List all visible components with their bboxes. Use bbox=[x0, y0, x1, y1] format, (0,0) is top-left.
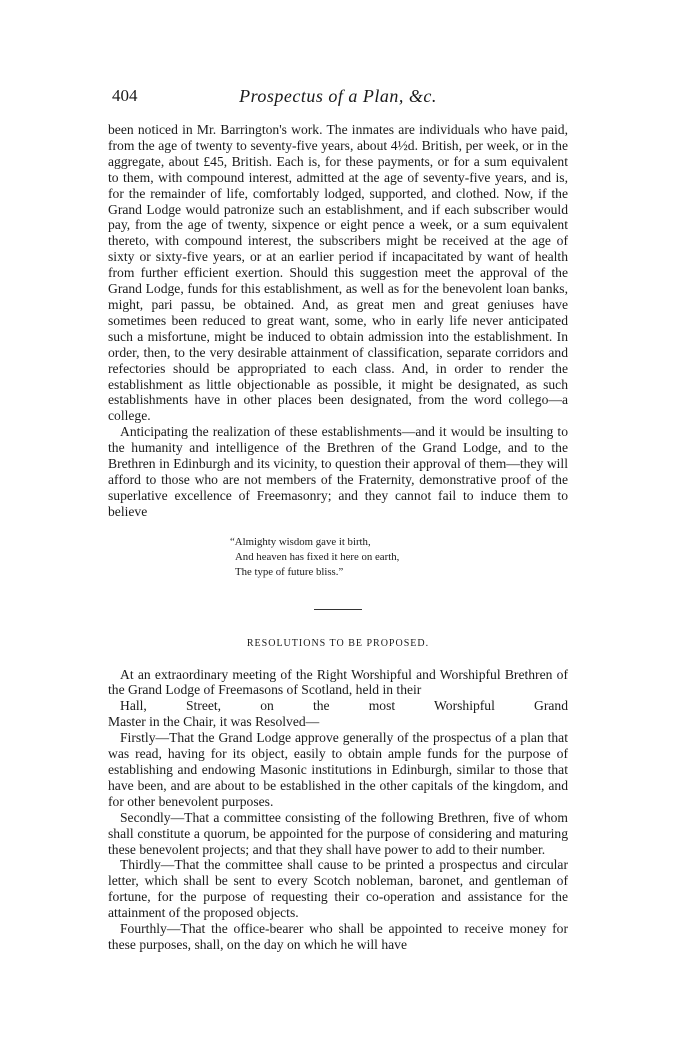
resolution-firstly: Firstly—That the Grand Lodge approve generally of the prospectus of a plan that was read, having for its object, easily to obtain ample funds for the purpose of establishing and endowing Masonic institutions in Edinburgh, similar to those that have been, and are about to be established in the other capitals of the kingdom, and for other benevolent purposes. bbox=[108, 730, 568, 809]
section-heading: RESOLUTIONS TO BE PROPOSED. bbox=[246, 637, 430, 649]
resolution-thirdly: Thirdly—That the committee shall cause to be printed a prospectus and circular letter, which shall be sent to every Scotch nobleman, baronet, and gentleman of fortune, for the purpose of requesting their co-operation and assistance for the attainment of the proposed objects. bbox=[108, 857, 568, 921]
page-body bbox=[108, 122, 568, 953]
page-header bbox=[108, 86, 568, 112]
resolution-intro-blanks-line bbox=[108, 698, 568, 714]
poem-quote bbox=[108, 535, 568, 580]
running-title: Prospectus of a Plan, &c. bbox=[239, 86, 437, 106]
most-worshipful-text: the most Worshipful Grand bbox=[312, 698, 568, 714]
hall-label: Hall, bbox=[120, 698, 147, 714]
page-number: 404 bbox=[112, 86, 138, 105]
resolution-intro-ending: Master in the Chair, it was Resolved— bbox=[108, 714, 320, 730]
poem-line: The type of future bliss.” bbox=[235, 565, 344, 578]
paragraph-almshouse: been noticed in Mr. Barrington's work. The inmates are individuals who have paid, from the age of twenty to seventy-five years, about 4½d. British, per week, or in the aggregate, about £45, British. Each is, for these payments, or for a sum equivalent to them, with compound interest, admitted at the age of seventy-five years, and is, for the remainder of life, comfortably lodged, supported, and clothed. Now, if the Grand Lodge would patronize such an establishment, and if each subscriber would pay, from the age of twenty, sixpence or eight pence a week, or a sum equivalent thereto, with compound interest, the subscribers might be received at the age of sixty or sixty-five years, or at an earlier period if incapacitated by want of health from further efficient exertion. Should this suggestion meet the approval of the Grand Lodge, funds for this establishment, as well as for the benevolent loan banks, might, pari passu, be obtained. And, as great men and great geniuses have sometimes been reduced to great want, some, who in early life never anticipated such a misfortune, might be induced to obtain admission into the establishment. In order, then, to the very desirable attainment of classification, separate corridors and refectories should be appropriated to each class. And, in order to render the establishment as little objectionable as possible, it might be designated, as such establishments have in other places been designated, from the word collego—a college. bbox=[108, 122, 568, 424]
poem-line: And heaven has fixed it here on earth, bbox=[235, 550, 400, 563]
street-label: Street, on bbox=[185, 698, 274, 714]
paragraph-resolution-intro bbox=[108, 667, 568, 731]
resolution-secondly: Secondly—That a committee consisting of the following Brethren, five of whom shall constitute a quorum, be appointed for the purpose of considering and maturing these benevolent projects; and that they shall have power to add to their number. bbox=[108, 809, 568, 857]
resolution-fourthly: Fourthly—That the office-bearer who shall be appointed to receive money for these purposes, shall, on the day on which he will have bbox=[108, 921, 568, 952]
section-divider bbox=[314, 609, 362, 610]
paragraph-anticipating: Anticipating the realization of these establishments—and it would be insulting to the humanity and intelligence of the Brethren of the Grand Lodge, and to the Brethren in Edinburgh and its vicinity, to question their approval of them—they will afford to those who are not members of the Fraternity, demonstrative proof of the superlative excellence of Freemasonry; and they cannot fail to induce them to believe bbox=[108, 424, 568, 519]
resolution-intro-text: At an extraordinary meeting of the Right Worshipful and Worshipful Brethren of the Grand Lodge of Freemasons of Scotland, held in their bbox=[108, 666, 568, 698]
poem-line: “Almighty wisdom gave it birth, bbox=[230, 535, 371, 548]
